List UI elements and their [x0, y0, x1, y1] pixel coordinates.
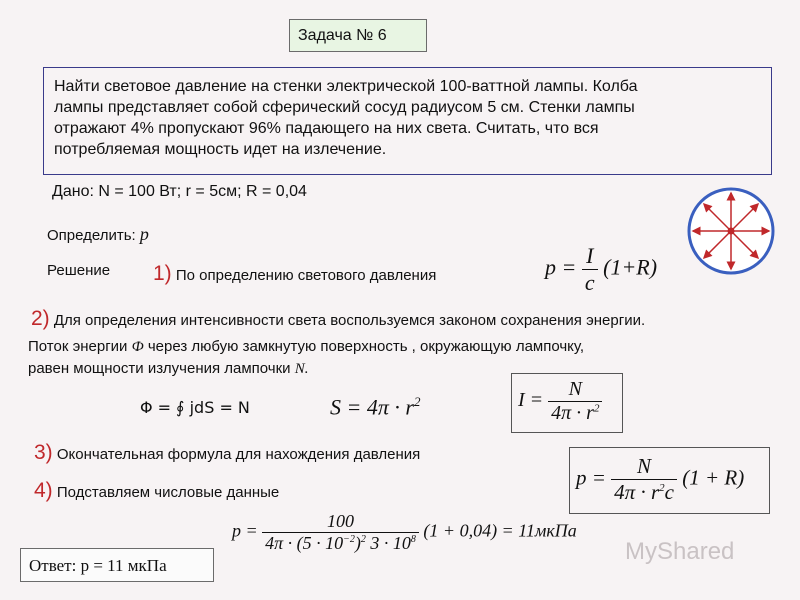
step-2-line-2: [28, 338, 584, 356]
determine-label: Определить:: [47, 227, 136, 244]
exponent: 2: [360, 534, 366, 545]
exponent: −2: [343, 534, 355, 545]
numerator: 100: [262, 511, 419, 533]
watermark-logo: MyShared: [625, 538, 735, 565]
denominator: 4π · r: [551, 402, 594, 424]
step-3: [34, 441, 420, 465]
problem-line: Найти световое давление на стенки электрической 100-ваттной лампы. Колба: [54, 78, 638, 95]
step-4: [34, 479, 279, 503]
determine-variable: p: [139, 224, 149, 244]
fraction: [611, 454, 677, 505]
formula-lhs: p =: [576, 465, 606, 490]
formula-lhs: I =: [518, 389, 544, 412]
given-data: Дано: N = 100 Вт; r = 5см; R = 0,04: [52, 183, 307, 200]
formula-lhs: p =: [545, 254, 577, 280]
numerator: I: [582, 243, 598, 270]
power-symbol: N.: [294, 361, 309, 377]
source-dot: [728, 228, 735, 235]
step-text: Для определения интенсивности света воспользуемся законом сохранения энергии.: [53, 312, 646, 329]
fraction: [582, 243, 598, 296]
step-text: По определению светового давления: [175, 267, 437, 284]
task-title: Задача № 6: [289, 19, 427, 52]
formula-rhs: (1 + R): [682, 465, 745, 490]
problem-statement: [43, 67, 772, 175]
denominator-tail: ): [354, 533, 361, 553]
determine-line: [47, 224, 149, 245]
exponent: 2: [413, 394, 421, 409]
problem-line: лампы представляет собой сферический сосуд радиусом 5 см. Стенки лампы: [54, 99, 635, 116]
step-text: Подставляем числовые данные: [56, 484, 280, 501]
final-formula: [569, 447, 770, 514]
problem-line: отражают 4% пропускают 96% падающего на них света. Считать, что вся: [54, 120, 599, 137]
denominator: 4π · (5 · 10: [265, 533, 344, 553]
step-2: [31, 307, 645, 331]
flux-formula: Φ = ∮ jdS = N: [140, 398, 250, 417]
step-2-line-3: [28, 360, 309, 378]
formula-lhs: p =: [232, 520, 258, 541]
problem-line: потребляемая мощность идет на излечение.: [54, 141, 387, 158]
answer-box: Ответ: р = 11 мкПа: [20, 548, 214, 582]
step-number: 4): [34, 479, 53, 502]
speed-of-light-value: 3 · 10: [370, 533, 411, 553]
denominator: c: [584, 270, 595, 295]
step-number: 1): [153, 262, 172, 285]
text: равен мощности излучения лампочки: [28, 360, 291, 377]
denominator: 4π · r: [614, 480, 660, 504]
fraction: [548, 378, 602, 425]
lamp-sphere-diagram: [686, 186, 776, 276]
exponent: 2: [659, 482, 665, 494]
numerator: N: [548, 378, 602, 402]
text: Поток энергии: [28, 338, 128, 355]
step-text: Окончательная формула для нахождения давления: [56, 446, 421, 463]
numeric-formula: [232, 511, 577, 554]
exponent: 2: [593, 402, 600, 415]
fraction: [262, 511, 419, 554]
pressure-formula: [545, 243, 657, 296]
exponent: 8: [410, 534, 416, 545]
text: через любую замкнутую поверхность , окружающую лампочку,: [147, 338, 585, 355]
area-formula: [330, 394, 420, 420]
step-1: [153, 262, 436, 286]
solution-label: Решение: [47, 262, 111, 279]
formula-rhs: (1+R): [603, 254, 658, 280]
numerator: N: [611, 454, 677, 480]
step-number: 2): [31, 307, 50, 330]
intensity-formula: [511, 373, 623, 433]
formula-lhs: S = 4π · r: [330, 394, 414, 420]
step-number: 3): [34, 441, 53, 464]
formula-rhs: (1 + 0,04) = 11мкПа: [423, 520, 577, 541]
speed-of-light: c: [664, 480, 674, 504]
flux-symbol: Ф: [131, 339, 144, 355]
